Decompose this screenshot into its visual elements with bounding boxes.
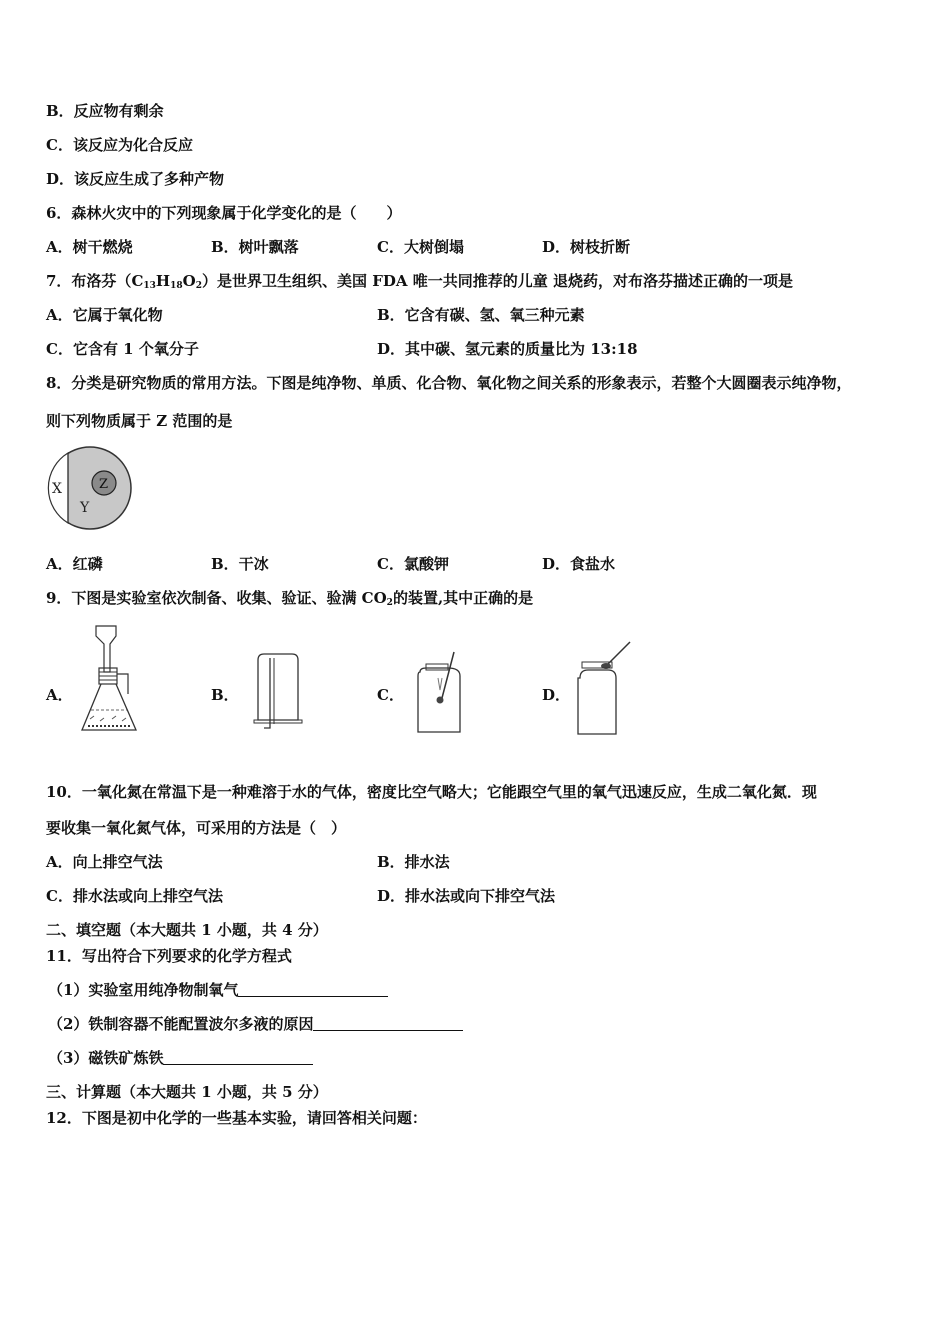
- q10-option-c: C．排水法或向上排空气法: [46, 887, 223, 905]
- q5-option-c: C．该反应为化合反应: [46, 136, 193, 154]
- q8-label-z: Z: [99, 477, 109, 492]
- q7-option-a: A．它属于氧化物: [46, 306, 163, 324]
- q12-stem: 12．下图是初中化学的一些基本实验，请回答相关问题：: [46, 1109, 427, 1127]
- q11-answer-blank-1[interactable]: [238, 981, 388, 997]
- section-2-title: 二、填空题（本大题共 1 小题，共 4 分）: [46, 921, 328, 939]
- q9-option-a: A．: [46, 686, 73, 704]
- q6-option-c: C．大树倒塌: [377, 238, 464, 256]
- q6-option-b: B．树叶飘落: [211, 238, 299, 256]
- q8-stem-line1: 8．分类是研究物质的常用方法。下图是纯净物、单质、化合物、氧化物之间关系的形象表示，若整个大圆圈表示纯净物，: [46, 374, 852, 392]
- q10-stem-line2: 要收集一氧化氮气体，可采用的方法是（ ）: [46, 819, 347, 837]
- q11-answer-blank-3[interactable]: [163, 1049, 313, 1065]
- q9-option-d: D．: [542, 686, 571, 704]
- q9-apparatus-b-gas-jar: [252, 650, 304, 734]
- q8-option-d: D．食盐水: [542, 555, 616, 573]
- q9-option-c: C．: [377, 686, 404, 704]
- q8-classification-diagram: [46, 445, 136, 531]
- q10-option-a: A．向上排空气法: [46, 853, 163, 871]
- q6-option-d: D．树枝折断: [542, 238, 631, 256]
- q9-stem: 9．下图是实验室依次制备、收集、验证、验满 $CO_2$的装置,其中正确的是: [46, 589, 534, 608]
- section-3-title: 三、计算题（本大题共 1 小题，共 5 分）: [46, 1083, 328, 1101]
- q6-option-a: A．树干燃烧: [46, 238, 133, 256]
- q7-option-d: D．其中碳、氢元素的质量比为 13:18: [377, 340, 638, 358]
- q5-option-b: B．反应物有剩余: [46, 102, 164, 120]
- q9-apparatus-a-flask: [76, 622, 144, 740]
- q8-option-a: A．红磷: [46, 555, 103, 573]
- q8-label-y: Y: [80, 500, 90, 516]
- q10-option-d: D．排水法或向下排空气法: [377, 887, 556, 905]
- q11-item-3: （3）磁铁矿炼铁: [48, 1048, 313, 1068]
- q7-option-b: B．它含有碳、氢、氧三种元素: [377, 306, 585, 324]
- q10-stem-line1: 10．一氧化氮在常温下是一种难溶于水的气体，密度比空气略大；它能跟空气里的氧气迅速反应，生成二氧化氮．现: [46, 783, 817, 801]
- q11-item-1: （1）实验室用纯净物制氧气: [48, 980, 388, 1000]
- q11-stem: 11．写出符合下列要求的化学方程式: [46, 947, 292, 965]
- q8-option-b: B．干冰: [211, 555, 269, 573]
- q8-option-c: C．氯酸钾: [377, 555, 449, 573]
- q7-option-c: C．它含有 1 个氧分子: [46, 340, 199, 358]
- q9-apparatus-c-bottle: [412, 650, 468, 738]
- q7-stem: 7．布洛芬$(C_{13}H_{18}O_2)$是世界卫生组织、美国 FDA 唯一共同推荐的儿童 退烧药，对布洛芬描述正确的一项是: [46, 272, 793, 291]
- q9-option-b: B．: [211, 686, 239, 704]
- q5-option-d: D．该反应生成了多种产物: [46, 170, 225, 188]
- q11-item-2: （2）铁制容器不能配置波尔多液的原因: [48, 1014, 463, 1034]
- q6-stem: 6．森林火灾中的下列现象属于化学变化的是（ ）: [46, 204, 402, 222]
- q9-apparatus-d-bottle: [572, 638, 638, 740]
- q11-answer-blank-2[interactable]: [313, 1015, 463, 1031]
- q10-option-b: B．排水法: [377, 853, 450, 871]
- q8-stem-line2: 则下列物质属于 Z 范围的是: [46, 412, 233, 430]
- q8-label-x: X: [52, 481, 62, 497]
